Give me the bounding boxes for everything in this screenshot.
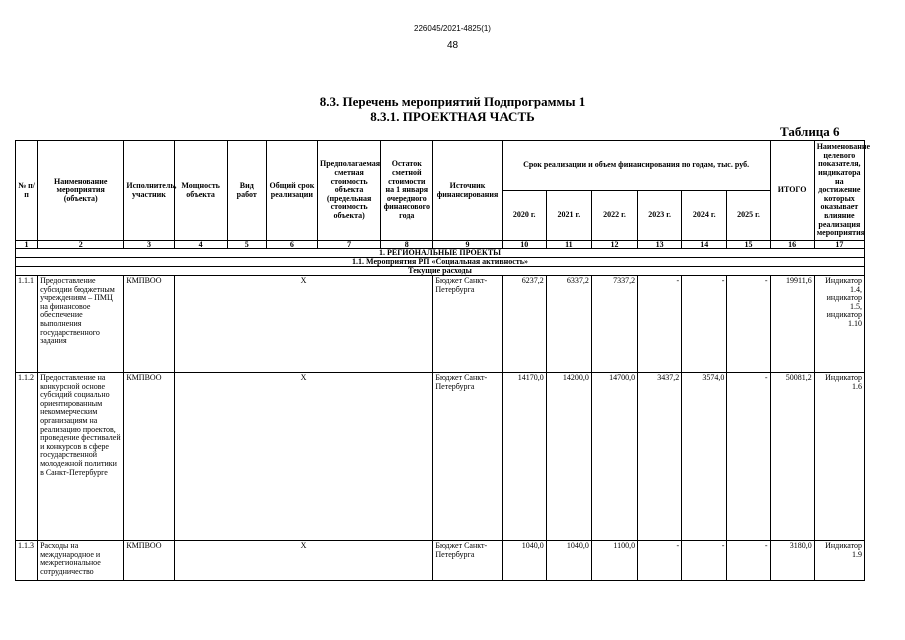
col-number: 8	[381, 241, 433, 249]
header-executor: Исполнитель, участник	[124, 141, 174, 241]
col-number: 1	[16, 241, 38, 249]
header-indicator: Наименование целевого показателя, индикатора на достижение которых оказывает влияние реализация мероприятия	[814, 141, 864, 241]
row-2023: 3437,2	[638, 373, 682, 541]
row-2025: -	[727, 276, 770, 373]
row-indicator: Индикатор 1.6	[814, 373, 864, 541]
header-cost-estimate: Предполагаемая сметная стоимость объекта (предельная стоимость объекта)	[318, 141, 381, 241]
header-year-2023: 2023 г.	[638, 191, 682, 241]
col-number: 17	[814, 241, 864, 249]
section-heading: 1. РЕГИОНАЛЬНЫЕ ПРОЕКТЫ	[16, 249, 865, 258]
row-2023: -	[638, 276, 682, 373]
header-source: Источник финансирования	[433, 141, 502, 241]
row-name: Предоставление на конкурсной основе субсидий социально ориентированным некоммерческим организациям на реализацию проектов, проведение фестивалей и конкурсов в сфере государственной молодежной политики в Санкт-Петербурге	[38, 373, 124, 541]
document-id: 226045/2021-4825(1)	[414, 24, 491, 33]
header-work-type: Вид работ	[227, 141, 266, 241]
col-number: 3	[124, 241, 174, 249]
header-year-2024: 2024 г.	[682, 191, 727, 241]
row-name: Предоставление субсидии бюджетным учреждениям – ПМЦ на финансовое обеспечение выполнения государственного задания	[38, 276, 124, 373]
header-year-2025: 2025 г.	[727, 191, 770, 241]
col-number: 6	[266, 241, 317, 249]
row-2022: 1100,0	[591, 541, 637, 581]
document-title	[0, 94, 905, 124]
col-number: 5	[227, 241, 266, 249]
header-cost-remainder: Остаток сметной стоимости на 1 января очередного финансового года	[381, 141, 433, 241]
header-capacity: Мощность объекта	[174, 141, 227, 241]
col-number: 2	[38, 241, 124, 249]
table-row	[16, 276, 865, 373]
row-num: 1.1.2	[16, 373, 38, 541]
row-total: 19911,6	[770, 276, 814, 373]
row-indicator: Индикатор 1.9	[814, 541, 864, 581]
row-2021: 14200,0	[546, 373, 591, 541]
row-2024: -	[682, 276, 727, 373]
header-total: ИТОГО	[770, 141, 814, 241]
header-period-group: Срок реализации и объем финансирования по годам, тыс. руб.	[502, 141, 770, 191]
row-mark: Х	[174, 373, 433, 541]
row-2021: 6337,2	[546, 276, 591, 373]
expense-type-heading: Текущие расходы	[16, 267, 865, 276]
header-name: Наименование мероприятия (объекта)	[38, 141, 124, 241]
activities-table	[15, 140, 871, 581]
row-2023: -	[638, 541, 682, 581]
table-row	[16, 373, 865, 541]
col-number: 4	[174, 241, 227, 249]
title-line-2: 8.3.1. ПРОЕКТНАЯ ЧАСТЬ	[370, 109, 535, 124]
header-year-2020: 2020 г.	[502, 191, 546, 241]
table-label: Таблица 6	[780, 124, 840, 139]
row-executor: КМПВОО	[124, 541, 174, 581]
row-total: 50081,2	[770, 373, 814, 541]
row-2022: 14700,0	[591, 373, 637, 541]
col-number: 13	[638, 241, 682, 249]
row-executor: КМПВОО	[124, 373, 174, 541]
title-line-1: 8.3. Перечень мероприятий Подпрограммы 1	[319, 94, 586, 109]
col-number: 14	[682, 241, 727, 249]
subsection-heading: 1.1. Мероприятия РП «Социальная активность»	[16, 258, 865, 267]
header-year-2021: 2021 г.	[546, 191, 591, 241]
row-mark: Х	[174, 541, 433, 581]
row-total: 3180,0	[770, 541, 814, 581]
row-2024: -	[682, 541, 727, 581]
row-mark: Х	[174, 276, 433, 373]
col-number: 15	[727, 241, 770, 249]
row-source: Бюджет Санкт-Петербурга	[433, 373, 502, 541]
header-year-2022: 2022 г.	[591, 191, 637, 241]
row-2020: 1040,0	[502, 541, 546, 581]
row-num: 1.1.1	[16, 276, 38, 373]
table-row	[16, 541, 865, 581]
row-2021: 1040,0	[546, 541, 591, 581]
row-source: Бюджет Санкт-Петербурга	[433, 541, 502, 581]
row-2020: 6237,2	[502, 276, 546, 373]
page-number: 48	[446, 40, 459, 51]
row-2024: 3574,0	[682, 373, 727, 541]
row-2022: 7337,2	[591, 276, 637, 373]
row-indicator: Индикатор 1.4, индикатор 1.5, индикатор 1.10	[814, 276, 864, 373]
col-number: 11	[546, 241, 591, 249]
col-number: 9	[433, 241, 502, 249]
row-2025: -	[727, 541, 770, 581]
row-name: Расходы на международное и межрегиональное сотрудничество	[38, 541, 124, 581]
row-source: Бюджет Санкт-Петербурга	[433, 276, 502, 373]
row-num: 1.1.3	[16, 541, 38, 581]
row-2025: -	[727, 373, 770, 541]
header-term: Общий срок реализации	[266, 141, 317, 241]
col-number: 7	[318, 241, 381, 249]
row-2020: 14170,0	[502, 373, 546, 541]
col-number: 10	[502, 241, 546, 249]
col-number: 16	[770, 241, 814, 249]
col-number: 12	[591, 241, 637, 249]
header-num: № п/п	[16, 141, 38, 241]
row-executor: КМПВОО	[124, 276, 174, 373]
